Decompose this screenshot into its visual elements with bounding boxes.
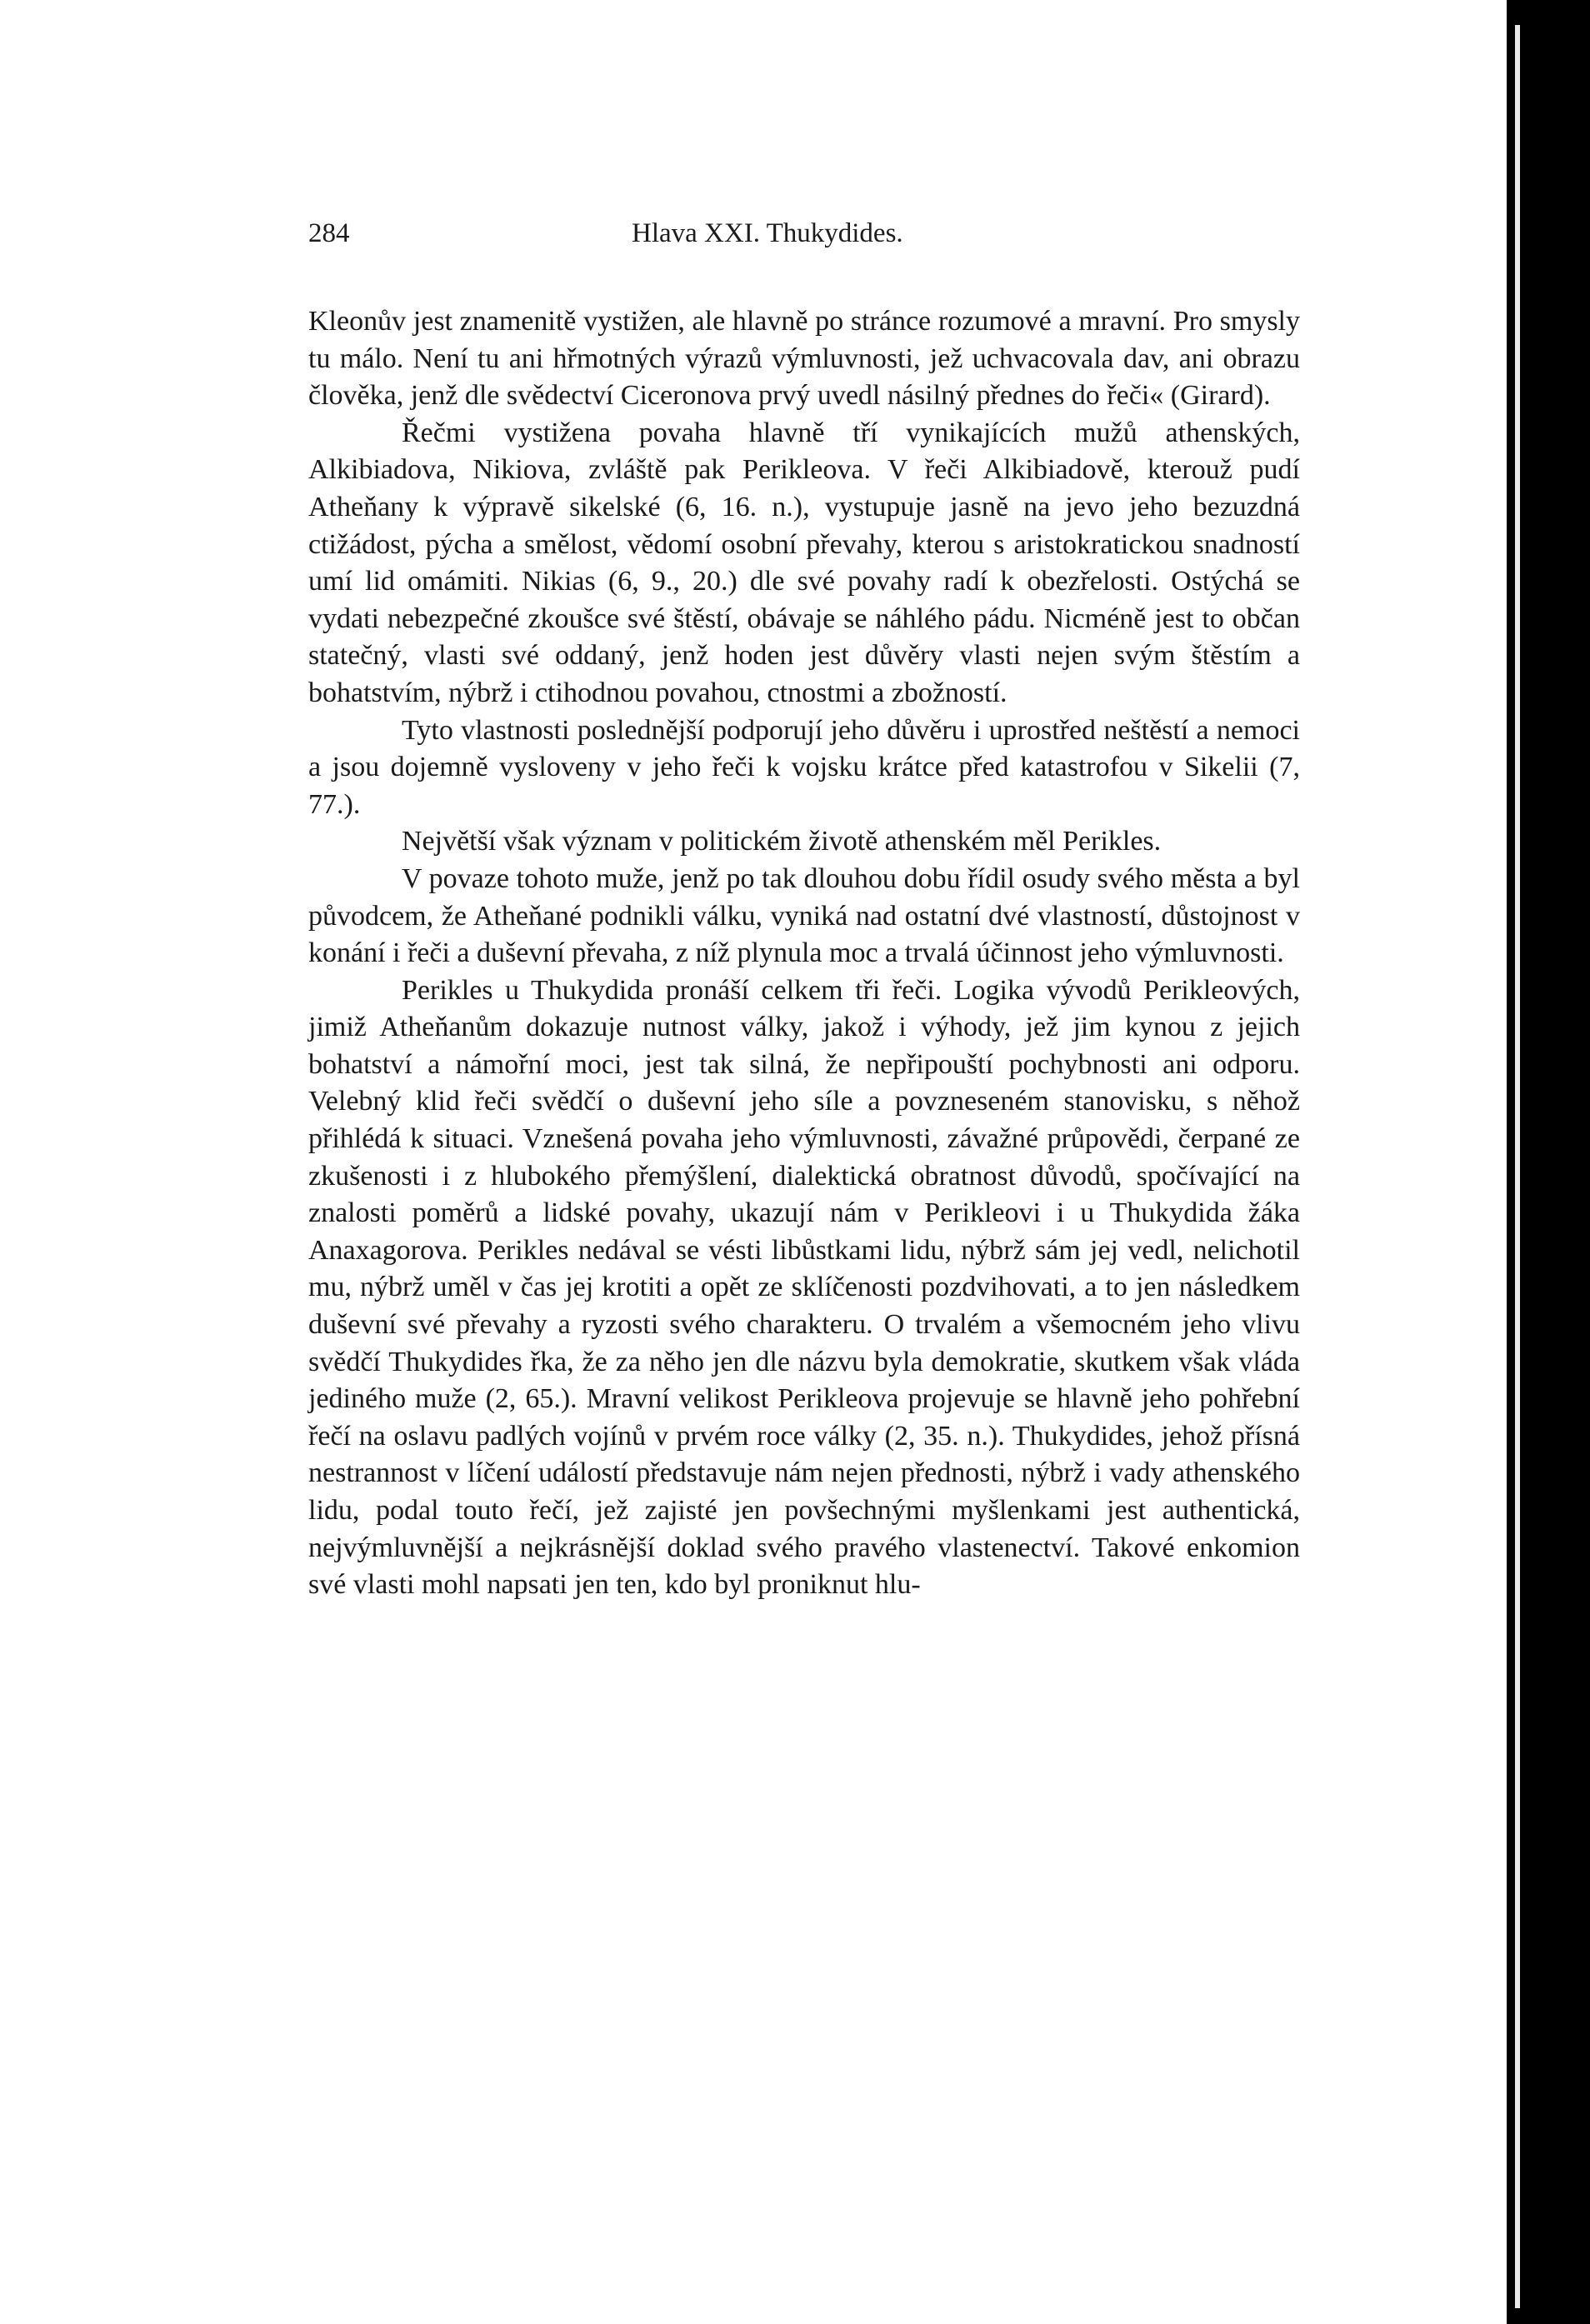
chapter-title: Hlava XXI. Thukydides. xyxy=(632,218,903,248)
next-page-edge xyxy=(1515,25,1520,2308)
paragraph: Řečmi vystižena povaha hlavně tří vynikajících mužů athenských, Alkibiadova, Nikiova, zvláště pak Perikleova. V řeči Alkibiadově, kterouž pudí Atheňany k výpravě sikelské (6, 16. n.), vystupuje jasně na jevo jeho bezuzdná ctižádost, pýcha a smělost, vědomí osobní převahy, kterou s aristokratickou snadností umí lid omámiti. Nikias (6, 9., 20.) dle své povahy radí k obezřelosti. Ostýchá se vydati nebezpečné zkoušce své štěstí, obávaje se náhlého pádu. Nicméně jest to občan statečný, vlasti své oddaný, jenž hoden jest důvěry vlasti nejen svým štěstím a bohatstvím, nýbrž i ctihodnou povahou, ctnostmi a zbožností. xyxy=(308,417,1300,708)
paragraph: Kleonův jest znamenitě vystižen, ale hlavně po stránce rozumové a mravní. Pro smysly tu málo. Není tu ani hřmotných výrazů výmluvnosti, jež uchvacovala dav, ani obrazu člověka, jenž dle svědectví Ciceronova prvý uvedl násilný přednes do řeči« (Girard). xyxy=(308,306,1300,412)
page-number: 284 xyxy=(308,218,350,248)
paragraph: Tyto vlastnosti poslednější podporují jeho důvěru i uprostřed neštěstí a nemoci a jsou dojemně vysloveny v jeho řeči k vojsku krátce před katastrofou v Sikelii (7, 77.). xyxy=(308,714,1300,820)
body-text xyxy=(308,303,1300,1604)
paragraph: V povaze tohoto muže, jenž po tak dlouhou dobu řídil osudy svého města a byl původcem, že Atheňané podnikli válku, vyniká nad ostatní dvé vlastností, důstojnost v konání i řeči a duševní převaha, z níž plynula moc a trvalá účinnost jeho výmluvnosti. xyxy=(308,862,1300,969)
running-head xyxy=(308,218,1300,253)
paragraph: Perikles u Thukydida pronáší celkem tři řeči. Logika vývodů Perikleových, jimiž Atheňanům dokazuje nutnost války, jakož i výhody, jež jim kynou z jejich bohatství a námořní moci, jest tak silná, že nepřipouští pochybnosti ani odporu. Velebný klid řeči svědčí o duševní jeho síle a povzneseném stanovisku, s něhož přihlédá k situaci. Vznešená povaha jeho výmluvnosti, závažné průpovědi, čerpané ze zkušenosti i z hlubokého přemýšlení, dialektická obratnost důvodů, spočívající na znalosti poměrů a lidské povahy, ukazují nám v Perikleovi i u Thukydida žáka Anaxagorova. Perikles nedával se vésti libůstkami lidu, nýbrž sám jej vedl, nelichotil mu, nýbrž uměl v čas jej krotiti a opět ze sklíčenosti pozdvihovati, a to jen následkem duševní své převahy a ryzosti svého charakteru. O trvalém a všemocném jeho vlivu svědčí Thukydides řka, že za něho jen dle názvu byla demokratie, skutkem však vláda jediného muže (2, 65.). Mravní velikost Perikleova projevuje se hlavně jeho pohřební řečí na oslavu padlých vojínů v prvém roce války (2, 35. n.). Thukydides, jehož přísná nestrannost v líčení událostí představuje nám nejen přednosti, nýbrž i vady athenského lidu, podal touto řečí, jež zajisté jen povšechnými myšlenkami jest authentická, nejvýmluvnější a nejkrásnější doklad svého pravého vlastenectví. Takové enkomion své vlasti mohl napsati jen ten, kdo byl proniknut hlu- xyxy=(308,974,1300,1601)
paragraph: Největší však význam v politickém životě athenském měl Perikles. xyxy=(402,826,1162,857)
